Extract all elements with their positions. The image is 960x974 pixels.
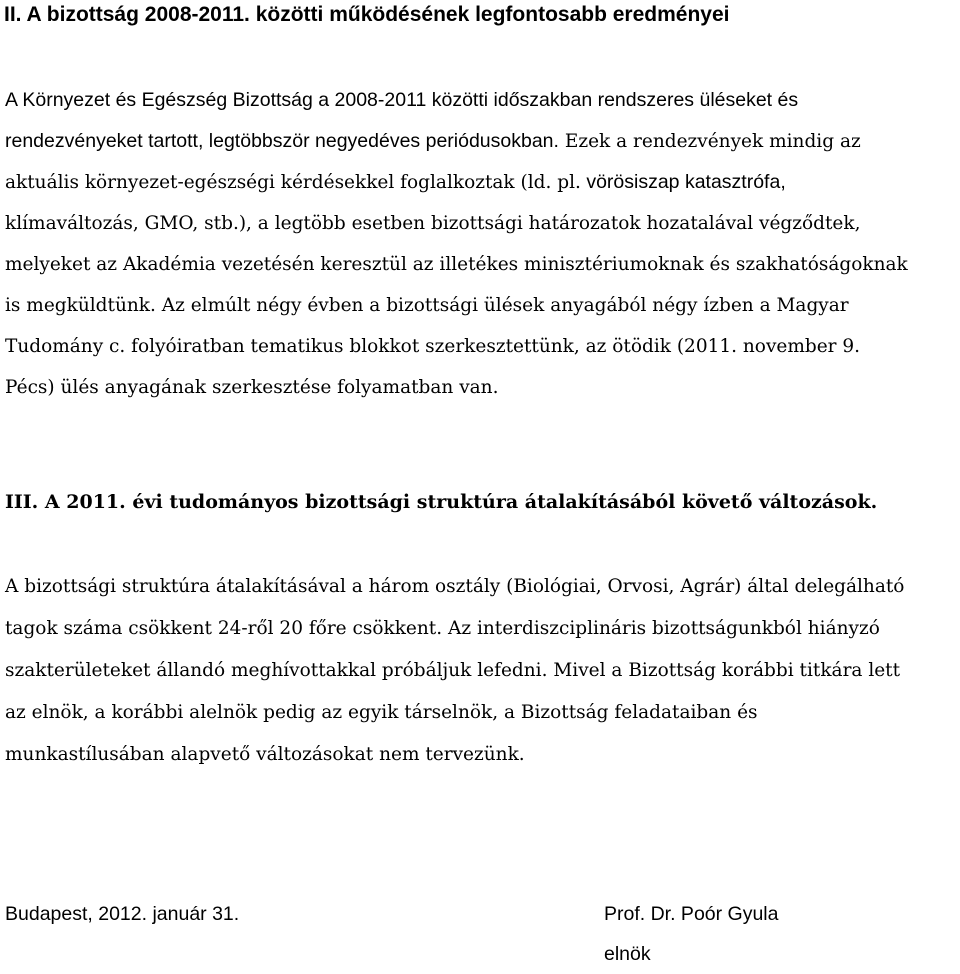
paragraph-line: Pécs) ülés anyagának szerkesztése folyamatban van. xyxy=(5,377,499,398)
paragraph-line: Tudomány c. folyóiratban tematikus blokkot szerkesztettünk, az ötödik (2011. november 9. xyxy=(5,336,861,357)
paragraph-line: munkastílusában alapvető változásokat nem tervezünk. xyxy=(5,744,525,765)
signature-block xyxy=(604,894,778,974)
paragraph-line: A bizottsági struktúra átalakításával a három osztály (Biológiai, Orvosi, Agrár) által delegálható xyxy=(5,576,905,597)
section-2-paragraph xyxy=(5,80,955,408)
signatory-title: elnök xyxy=(604,943,651,965)
paragraph-line: tagok száma csökkent 24-ről 20 főre csökkent. Az interdiszciplináris bizottságunkból hiányzó xyxy=(5,618,880,639)
paragraph-line xyxy=(5,121,955,162)
paragraph-line: szakterületeket állandó meghívottakkal próbáljuk lefedni. Mivel a Bizottság korábbi titkára lett xyxy=(5,660,901,681)
paragraph-line-segment: rendezvényeket tartott, legtöbbször negyedéves periódusokban. xyxy=(5,130,559,152)
section-3-heading: III. A 2011. évi tudományos bizottsági struktúra átalakításából követő változások. xyxy=(5,491,878,513)
paragraph-line-segment: Ezek a rendezvények mindig az xyxy=(558,131,861,152)
paragraph-line: az elnök, a korábbi alelnök pedig az egyik társelnök, a Bizottság feladataiban és xyxy=(5,702,758,723)
section-2-heading: II. A bizottság 2008-2011. közötti működésének legfontosabb eredményei xyxy=(4,3,730,26)
signatory-name: Prof. Dr. Poór Gyula xyxy=(604,903,779,925)
paragraph-line-segment: vörösiszap katasztrófa, xyxy=(580,171,786,193)
paragraph-line xyxy=(5,162,955,203)
paragraph-line: is megküldtünk. Az elmúlt négy évben a bizottsági ülések anyagából négy ízben a Magyar xyxy=(5,295,849,316)
section-3-paragraph xyxy=(5,566,955,776)
paragraph-line: klímaváltozás, GMO, stb.), a legtöbb esetben bizottsági határozatok hozatalával végződtek, xyxy=(5,213,861,234)
paragraph-line-segment: aktuális környezet-egészségi kérdésekkel foglalkoztak (ld. pl. xyxy=(5,172,581,193)
place-and-date: Budapest, 2012. január 31. xyxy=(5,903,240,925)
paragraph-line: A Környezet és Egészség Bizottság a 2008-2011 közötti időszakban rendszeres üléseket és xyxy=(5,89,799,111)
paragraph-line: melyeket az Akadémia vezetésén keresztül az illetékes minisztériumoknak és szakhatóságoknak xyxy=(5,254,908,275)
